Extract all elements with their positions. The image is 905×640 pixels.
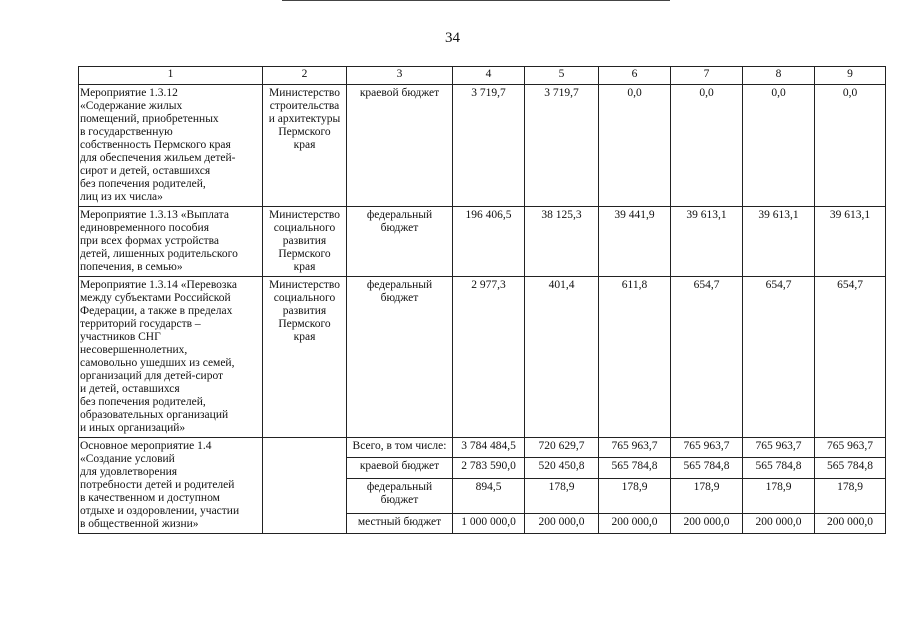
executor-line: и архитектуры [268, 113, 341, 125]
top-rule [282, 0, 670, 1]
value-cell: 0,0 [743, 85, 815, 207]
title-line: потребности детей и родителей [80, 479, 235, 491]
value-cell: 520 450,8 [525, 458, 599, 478]
table-row [79, 438, 886, 458]
value-cell: 3 784 484,5 [453, 438, 525, 458]
title-line: образовательных организаций [80, 409, 229, 421]
title-line: в качественном и доступном [80, 492, 220, 504]
executor-cell [263, 438, 347, 534]
title-line: несовершеннолетних, [80, 344, 188, 356]
executor-line: Министерство [269, 209, 340, 221]
title-line: Мероприятие 1.3.13 «Выплата [80, 209, 229, 221]
value-cell: 2 783 590,0 [453, 458, 525, 478]
value-cell: 3 719,7 [525, 85, 599, 207]
title-line: и иных организаций» [80, 422, 186, 434]
value-cell: 200 000,0 [525, 513, 599, 533]
value-cell: 401,4 [525, 277, 599, 438]
header-cell: 6 [599, 67, 671, 85]
title-line: единовременного пособия [80, 222, 209, 234]
executor-line: края [293, 331, 316, 343]
title-line: Основное мероприятие 1.4 [80, 440, 212, 452]
title-line: детей, лишенных родительского [80, 248, 238, 260]
value-cell: 39 613,1 [815, 207, 886, 277]
table-row [79, 207, 886, 277]
title-line: попечения, в семью» [80, 261, 183, 273]
title-line: лиц из их числа» [80, 191, 163, 203]
header-cell: 5 [525, 67, 599, 85]
header-cell: 9 [815, 67, 886, 85]
table-row [79, 277, 886, 438]
value-cell: 39 613,1 [743, 207, 815, 277]
value-cell: 2 977,3 [453, 277, 525, 438]
header-cell: 7 [671, 67, 743, 85]
value-cell: 39 613,1 [671, 207, 743, 277]
value-cell: 196 406,5 [453, 207, 525, 277]
value-cell: 0,0 [671, 85, 743, 207]
value-cell: 565 784,8 [743, 458, 815, 478]
value-cell: 200 000,0 [599, 513, 671, 533]
title-line: собственность Пермского края [80, 139, 231, 151]
funding-source-cell: федеральный бюджет [347, 478, 453, 513]
title-line: для удовлетворения [80, 466, 178, 478]
title-line: «Содержание жилых [80, 100, 183, 112]
funding-source-cell: местный бюджет [347, 513, 453, 533]
title-line: для обеспечения жильем детей- [80, 152, 236, 164]
measure-title-cell [79, 207, 263, 277]
value-cell: 178,9 [815, 478, 886, 513]
value-cell: 565 784,8 [815, 458, 886, 478]
title-line: в государственную [80, 126, 173, 138]
value-cell: 38 125,3 [525, 207, 599, 277]
value-cell: 200 000,0 [815, 513, 886, 533]
value-cell: 654,7 [743, 277, 815, 438]
page-number: 34 [445, 30, 460, 46]
value-cell: 200 000,0 [671, 513, 743, 533]
header-cell: 1 [79, 67, 263, 85]
executor-line: развития [282, 235, 327, 247]
executor-line: социального [273, 222, 336, 234]
executor-line: края [293, 261, 316, 273]
value-cell: 3 719,7 [453, 85, 525, 207]
value-cell: 565 784,8 [671, 458, 743, 478]
funding-source-cell: краевой бюджет [347, 458, 453, 478]
value-cell: 894,5 [453, 478, 525, 513]
title-line: Федерации, а также в пределах [80, 305, 233, 317]
title-line: и детей, оставшихся [80, 383, 180, 395]
title-line: сирот и детей, оставшихся [80, 165, 211, 177]
funding-source-cell: федеральный бюджет [347, 277, 453, 438]
value-cell: 654,7 [815, 277, 886, 438]
title-line: территорий государств – [80, 318, 201, 330]
header-cell: 2 [263, 67, 347, 85]
executor-line: Министерство [269, 279, 340, 291]
measure-title-cell [79, 438, 263, 534]
value-cell: 720 629,7 [525, 438, 599, 458]
executor-line: Пермского [278, 318, 331, 330]
measure-title-cell [79, 85, 263, 207]
value-cell: 178,9 [599, 478, 671, 513]
funding-source-cell: краевой бюджет [347, 85, 453, 207]
funding-source-cell: федеральный бюджет [347, 207, 453, 277]
value-cell: 765 963,7 [815, 438, 886, 458]
title-line: без попечения родителей, [80, 396, 206, 408]
value-cell: 654,7 [671, 277, 743, 438]
title-line: помещений, приобретенных [80, 113, 219, 125]
executor-line: Министерство [269, 87, 340, 99]
value-cell: 178,9 [671, 478, 743, 513]
executor-cell [263, 277, 347, 438]
title-line: Мероприятие 1.3.12 [80, 87, 178, 99]
executor-cell [263, 85, 347, 207]
value-cell: 611,8 [599, 277, 671, 438]
title-line: участников СНГ [80, 331, 161, 343]
title-line: без попечения родителей, [80, 178, 206, 190]
value-cell: 200 000,0 [743, 513, 815, 533]
title-line: отдыхе и оздоровлении, участии [80, 505, 240, 517]
value-cell: 0,0 [815, 85, 886, 207]
title-line: при всех формах устройства [80, 235, 220, 247]
value-cell: 765 963,7 [671, 438, 743, 458]
value-cell: 0,0 [599, 85, 671, 207]
executor-line: социального [273, 292, 336, 304]
executor-line: края [293, 139, 316, 151]
value-cell: 765 963,7 [599, 438, 671, 458]
table-row [79, 85, 886, 207]
value-cell: 178,9 [525, 478, 599, 513]
title-line: «Создание условий [80, 453, 175, 465]
executor-line: развития [282, 305, 327, 317]
measure-title-cell [79, 277, 263, 438]
value-cell: 765 963,7 [743, 438, 815, 458]
executor-line: строительства [269, 100, 340, 112]
budget-table [78, 66, 886, 534]
executor-line: Пермского [278, 126, 331, 138]
header-cell: 4 [453, 67, 525, 85]
title-line: в общественной жизни» [80, 518, 199, 530]
value-cell: 565 784,8 [599, 458, 671, 478]
title-line: организаций для детей-сирот [80, 370, 224, 382]
header-row [79, 67, 886, 85]
title-line: Мероприятие 1.3.14 «Перевозка [80, 279, 237, 291]
value-cell: 1 000 000,0 [453, 513, 525, 533]
value-cell: 39 441,9 [599, 207, 671, 277]
value-cell: 178,9 [743, 478, 815, 513]
executor-line: Пермского [278, 248, 331, 260]
title-line: самовольно ушедших из семей, [80, 357, 235, 369]
funding-source-cell: Всего, в том числе: [347, 438, 453, 458]
title-line: между субъектами Российской [80, 292, 231, 304]
header-cell: 8 [743, 67, 815, 85]
header-cell: 3 [347, 67, 453, 85]
executor-cell [263, 207, 347, 277]
